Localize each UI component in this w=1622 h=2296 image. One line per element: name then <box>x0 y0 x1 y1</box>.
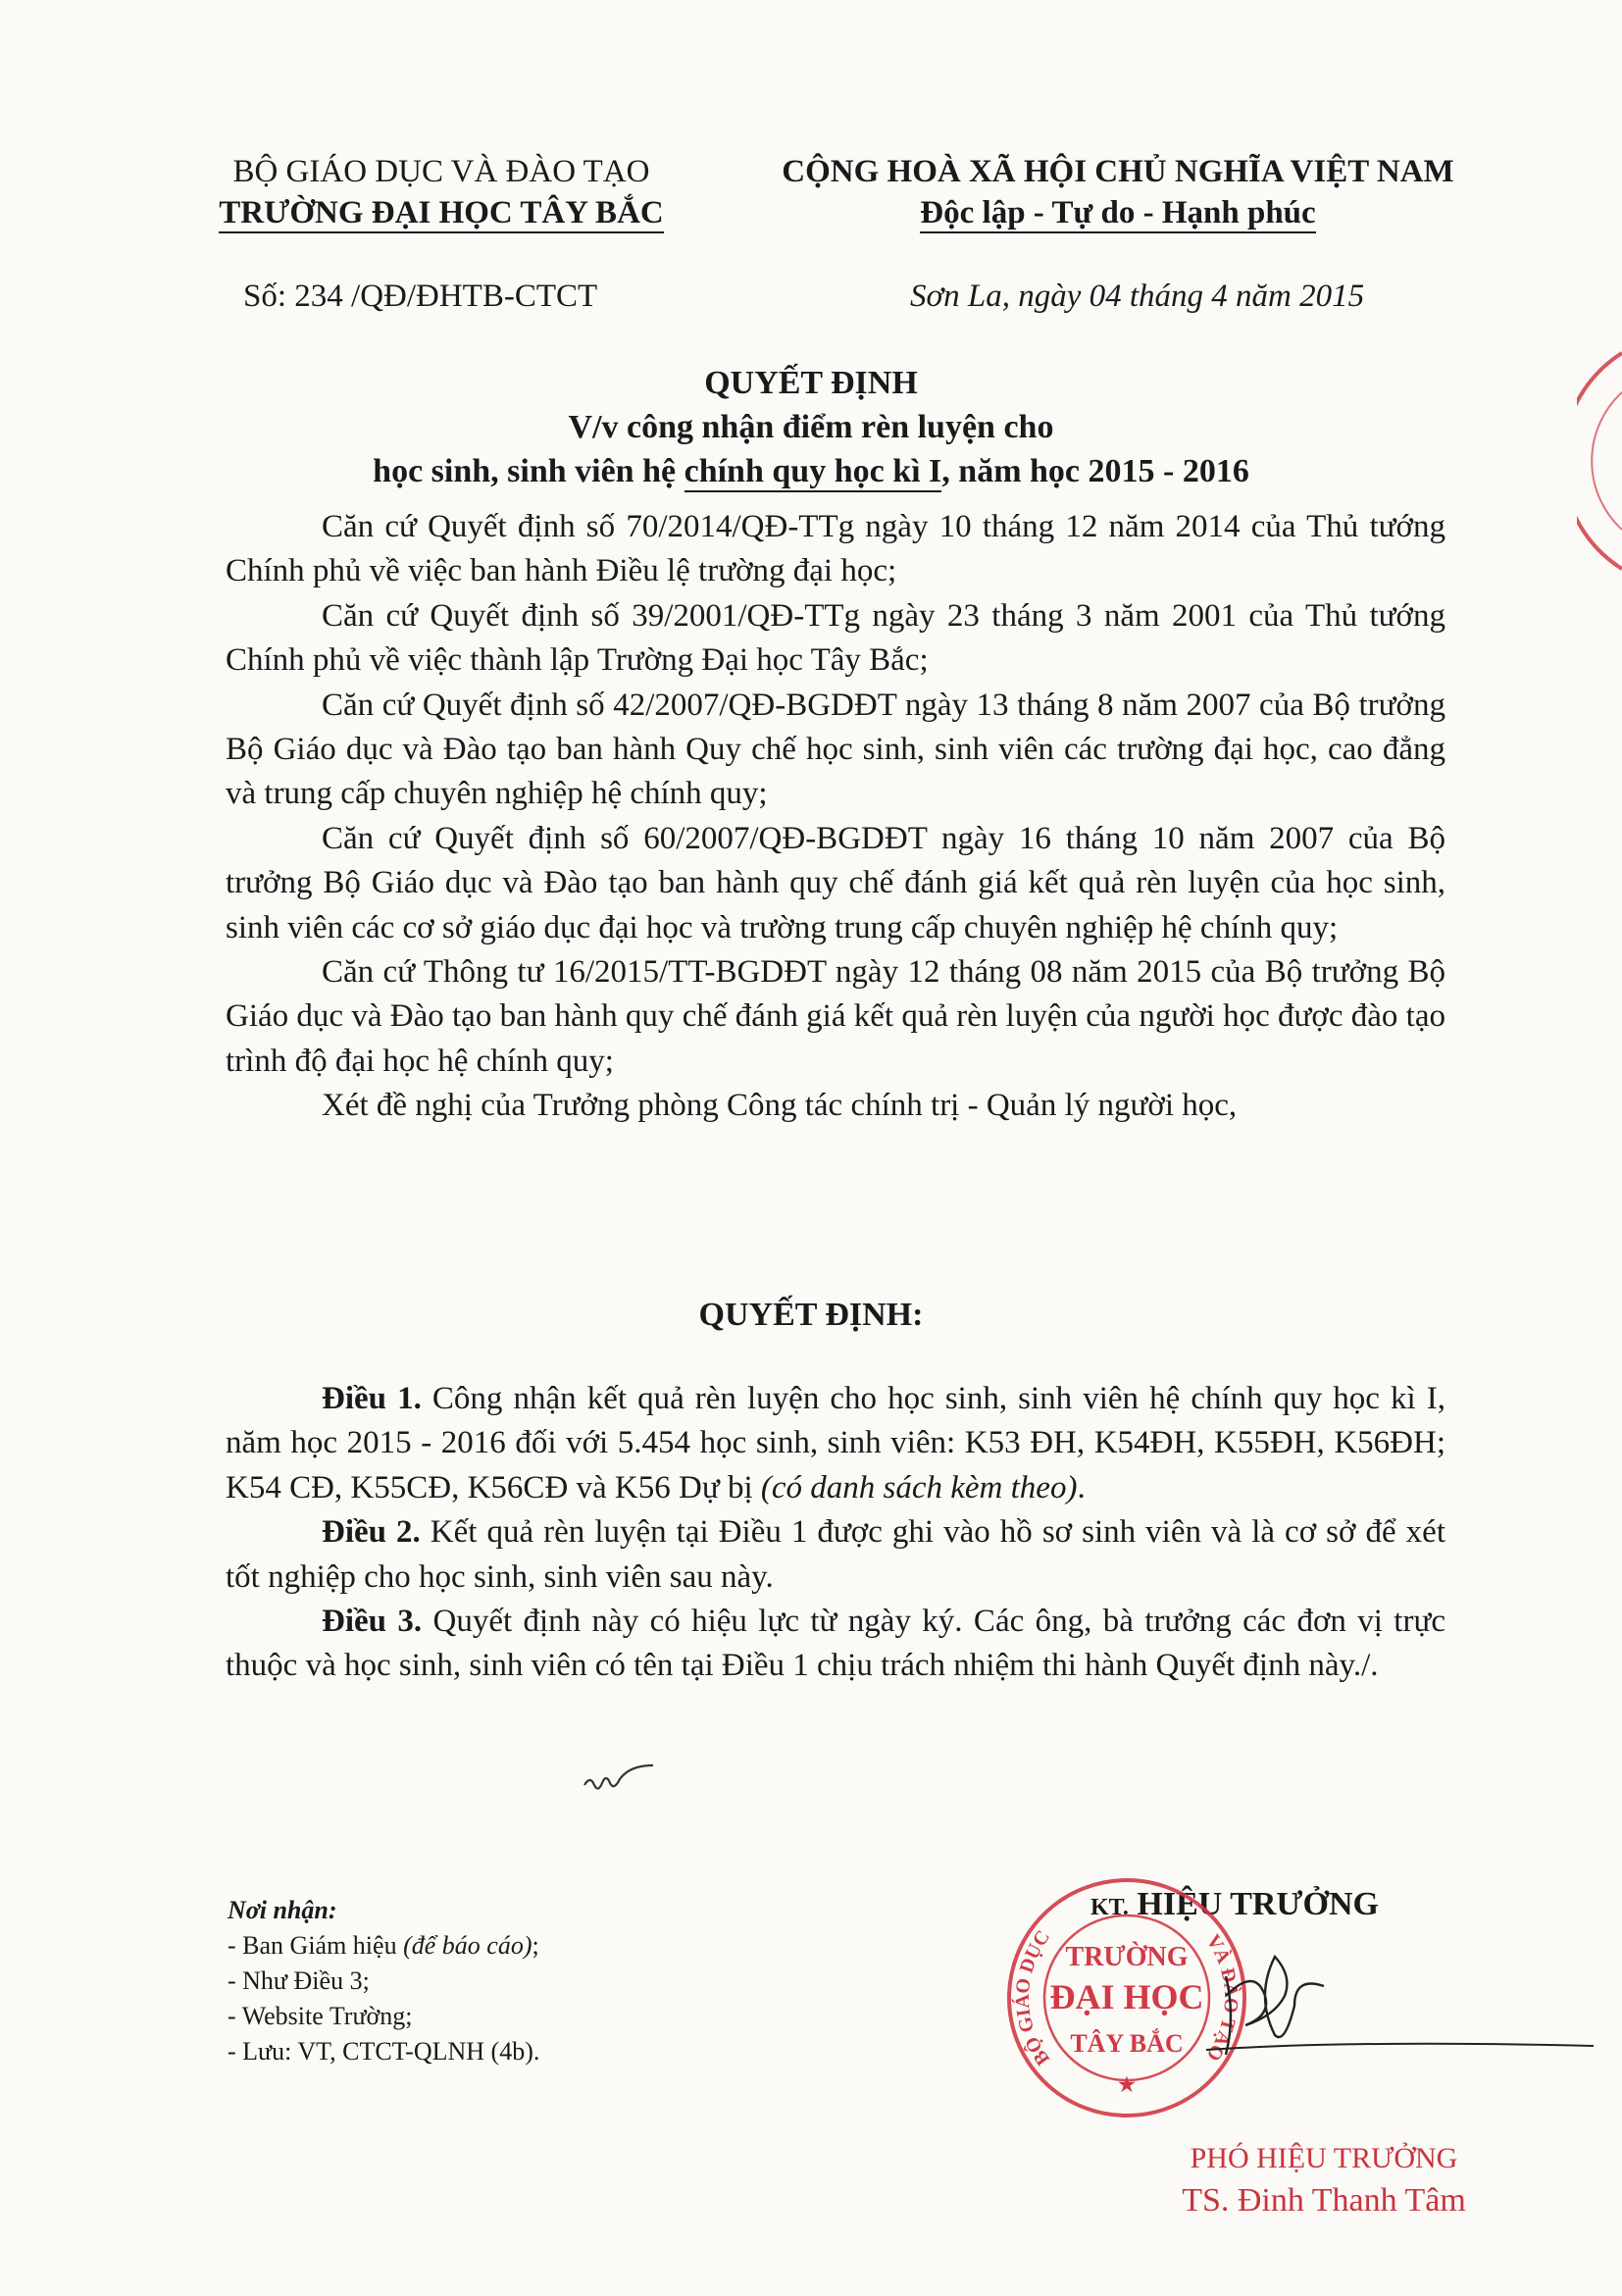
recipient-item: - Lưu: VT, CTCT-QLNH (4b). <box>228 2037 540 2066</box>
recipient-item: - Website Trường; <box>228 2002 413 2030</box>
signatory-role-prefix: KT. <box>1090 1895 1129 1920</box>
title-subject-2-post: , năm học 2015 - 2016 <box>941 453 1249 489</box>
recipient-item: - Ban Giám hiệu (để báo cáo); <box>228 1931 539 1960</box>
article-2 <box>226 1510 1445 1600</box>
article-text: Kết quả rèn luyện tại Điều 1 được ghi vào hồ sơ sinh viên và là cơ sở để xét tốt nghiệp cho học sinh, sinh viên sau này. <box>226 1514 1445 1595</box>
article-label: Điều 3. <box>322 1604 423 1640</box>
title-heading: QUYẾT ĐỊNH <box>704 365 918 401</box>
preamble-item: Căn cứ Quyết định số 42/2007/QĐ-BGDĐT ngày 13 tháng 8 năm 2007 của Bộ trưởng Bộ Giáo dục và Đào tạo ban hành Quy chế học sinh, sinh viên các trường đại học, cao đẳng và trung cấp chuyên nghiệp hệ chính quy; <box>226 687 1445 812</box>
article-label: Điều 1. <box>322 1381 422 1416</box>
seal-ring-left: BỘ GIÁO DỤC <box>1011 1926 1055 2069</box>
decision-heading: QUYẾT ĐỊNH: <box>698 1297 924 1333</box>
article-1 <box>226 1377 1445 1510</box>
article-note: (có danh sách kèm theo) <box>760 1469 1078 1505</box>
article-text: Quyết định này có hiệu lực từ ngày ký. Các ông, bà trưởng các đơn vị trực thuộc và học sinh, sinh viên có tên tại Điều 1 chịu trách nhiệm thi hành Quyết định này./. <box>226 1604 1445 1684</box>
title-subject-2 <box>275 449 1347 493</box>
title-subject-2-pre: học sinh, sinh viên hệ <box>373 453 684 489</box>
recipients-heading: Nơi nhận: <box>228 1896 337 1924</box>
preamble <box>226 505 1445 1129</box>
seal-line-2: ĐẠI HỌC <box>1049 1977 1204 2016</box>
edge-stamp-fragment <box>1577 343 1622 579</box>
decision-title <box>275 361 1347 493</box>
place-date: Sơn La, ngày 04 tháng 4 năm 2015 <box>910 279 1365 314</box>
seal-star: ★ <box>1118 2074 1136 2096</box>
motto <box>726 192 1510 233</box>
seal-line-1: TRƯỜNG <box>1065 1942 1189 1972</box>
title-subject-2-underlined: chính quy học kì I <box>684 453 942 492</box>
nation-name: CỘNG HOÀ XÃ HỘI CHỦ NGHĨA VIỆT NAM <box>782 154 1454 189</box>
signatory-name: TS. Đinh Thanh Tâm <box>1182 2182 1466 2219</box>
title-subject-1: V/v công nhận điểm rèn luyện cho <box>568 409 1054 445</box>
preamble-item: Căn cứ Quyết định số 60/2007/QĐ-BGDĐT ngày 16 tháng 10 năm 2007 của Bộ trưởng Bộ Giáo dục và Đào tạo ban hành quy chế đánh giá kết quả rèn luyện của học sinh, sinh viên các cơ sở giáo dục đại học và trường trung cấp chuyên nghiệp hệ chính quy; <box>226 820 1445 945</box>
handwritten-signature <box>1187 1937 1598 2084</box>
article-3 <box>226 1600 1445 1689</box>
signatory-position: PHÓ HIỆU TRƯỞNG <box>1190 2142 1458 2174</box>
issuer-block <box>177 151 706 233</box>
article-text: Công nhận kết quả rèn luyện cho học sinh, sinh viên hệ chính quy học kì I, năm học 2015 - 2016 đối với 5.454 học sinh, sinh viên: K53 ĐH, K54ĐH, K55ĐH, K56ĐH; K54 CĐ, K55CĐ, K56CĐ và K56 Dự bị <box>226 1381 1445 1505</box>
national-header <box>726 151 1510 233</box>
ministry-name: BỘ GIÁO DỤC VÀ ĐÀO TẠO <box>232 154 650 189</box>
university-name <box>177 192 706 233</box>
recipient-item: - Như Điều 3; <box>228 1966 370 1995</box>
signatory-role-title: HIỆU TRƯỞNG <box>1137 1886 1379 1922</box>
articles <box>226 1377 1445 1689</box>
seal-ring-right: VÀ ĐÀO TẠO <box>1201 1930 1242 2066</box>
motto-text: Độc lập - Tự do - Hạnh phúc <box>920 195 1315 233</box>
preamble-item: Căn cứ Quyết định số 39/2001/QĐ-TTg ngày 23 tháng 3 năm 2001 của Thủ tướng Chính phủ về việc thành lập Trường Đại học Tây Bắc; <box>226 597 1445 679</box>
article-tail: . <box>1077 1469 1086 1505</box>
seal-line-3: TÂY BẮC <box>1070 2029 1184 2058</box>
preamble-item: Xét đề nghị của Trưởng phòng Công tác chính trị - Quản lý người học, <box>322 1088 1238 1124</box>
document-number: Số: 234 /QĐ/ĐHTB-CTCT <box>243 279 598 314</box>
preamble-item: Căn cứ Thông tư 16/2015/TT-BGDĐT ngày 12 tháng 08 năm 2015 của Bộ trưởng Bộ Giáo dục và Đào tạo ban hành quy chế đánh giá kết quả rèn luyện của người học được đào tạo trình độ đại học hệ chính quy; <box>226 954 1445 1079</box>
university-name-text: TRƯỜNG ĐẠI HỌC TÂY BẮC <box>219 195 663 233</box>
article-label: Điều 2. <box>322 1514 421 1551</box>
recipients <box>228 1893 777 2069</box>
initials-mark <box>581 1761 659 1795</box>
preamble-item: Căn cứ Quyết định số 70/2014/QĐ-TTg ngày 10 tháng 12 năm 2014 của Thủ tướng Chính phủ về việc ban hành Điều lệ trường đại học; <box>226 509 1445 589</box>
